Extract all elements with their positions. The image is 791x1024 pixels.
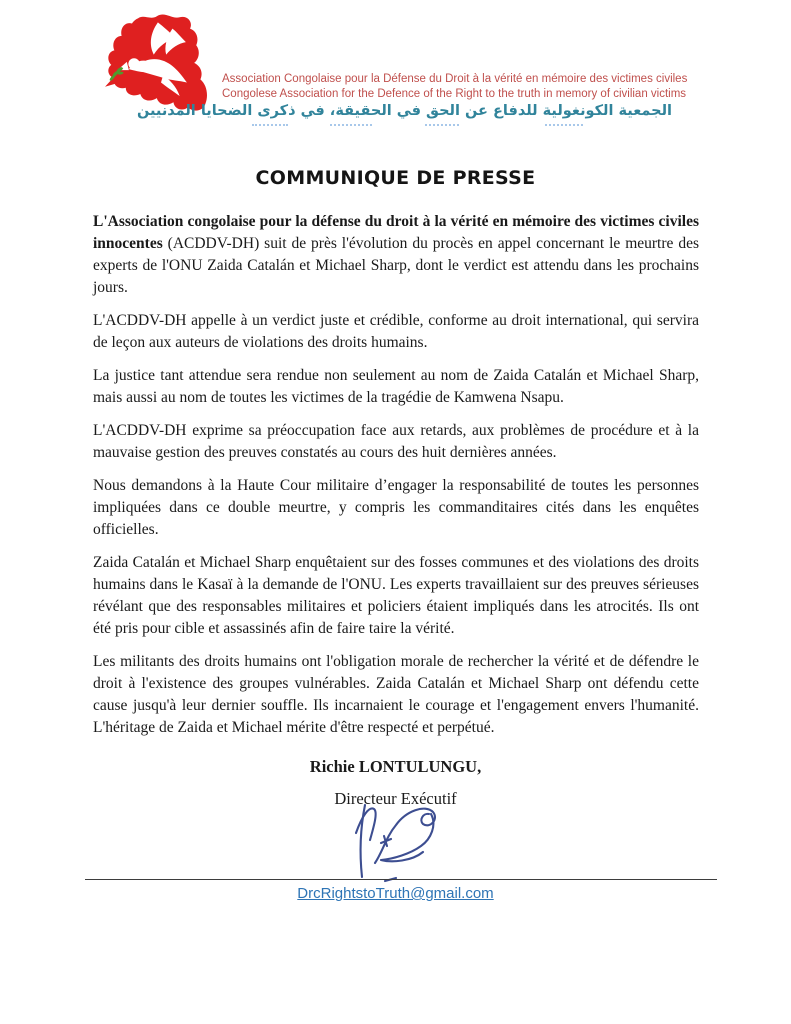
paragraph: Zaida Catalán et Michael Sharp enquêtaient sur des fosses communes et des violations des droits humains dans le Kasaï à la demande de l'ONU. Les experts travaillaient sur des preuves sérieuses révélant que des responsables militaires et policiers étaient impliqués dans les atrocités. Ils ont été pris pour cible et assassinés afin de faire taire la vérité.	[93, 554, 699, 637]
signatory-role: Directeur Exécutif	[334, 789, 457, 808]
email-link[interactable]: DrcRightstoTruth@gmail.com	[297, 885, 494, 902]
footer-divider	[85, 879, 717, 880]
paragraph: L'ACDDV-DH appelle à un verdict juste et crédible, conforme au droit international, qui servira de leçon aux auteurs de violations des droits humains.	[93, 312, 699, 351]
spellcheck-squiggle	[252, 121, 288, 126]
document-title: COMMUNIQUE DE PRESSE	[255, 167, 536, 189]
footer-email	[0, 885, 791, 902]
org-name-french: Association Congolaise pour la Défense du Droit à la vérité en mémoire des victimes civiles	[222, 73, 688, 85]
org-name-english: Congolese Association for the Defence of the Right to the truth in memory of civilian victims	[222, 87, 687, 100]
spellcheck-squiggle	[545, 121, 583, 126]
handwritten-signature-icon	[330, 799, 466, 885]
spellcheck-squiggle	[425, 121, 459, 126]
press-release-body	[93, 211, 699, 750]
paragraph-lead-bold: L'Association congolaise pour la défense du droit à la vérité en mémoire des victimes civiles innocentes	[93, 213, 699, 252]
org-name-arabic: الجمعية الكونغولية للدفاع عن الحق في الحقيقة، في ذكرى الضحايا المدنيين	[136, 103, 672, 119]
signatory-name: Richie LONTULUNGU,	[309, 757, 482, 776]
paragraph: La justice tant attendue sera rendue non seulement au nom de Zaida Catalán et Michael Sharp, mais aussi au nom de toutes les victimes de la tragédie de Kamwena Nsapu.	[93, 367, 699, 406]
paragraph-lead	[93, 211, 699, 299]
paragraph-lead-rest: (ACDDV-DH) suit de près l'évolution du procès en appel concernant le meurtre des experts de l'ONU Zaida Catalán et Michael Sharp, dont le verdict est attendu dans les prochains jours.	[93, 235, 699, 296]
paragraph: Les militants des droits humains ont l'obligation morale de rechercher la vérité et de défendre le droit à l'existence des groupes vulnérables. Zaida Catalán et Michael Sharp ont défendu cette cause jusqu'à leur dernier souffle. Ils incarnaient le courage et l'engagement envers l'humanité. L'héritage de Zaida et Michael mérite d'être respecté et perpétué.	[93, 653, 699, 736]
spellcheck-squiggle	[330, 121, 372, 126]
paragraph: L'ACDDV-DH exprime sa préoccupation face aux retards, aux problèmes de procédure et à la mauvaise gestion des preuves constatés au cours des huit dernières années.	[93, 422, 699, 461]
org-name-block	[136, 72, 688, 122]
paragraph: Nous demandons à la Haute Cour militaire d’engager la responsabilité de toutes les personnes impliquées dans ce double meurtre, y compris les commanditaires cités dans les enquêtes officielles.	[93, 477, 699, 538]
